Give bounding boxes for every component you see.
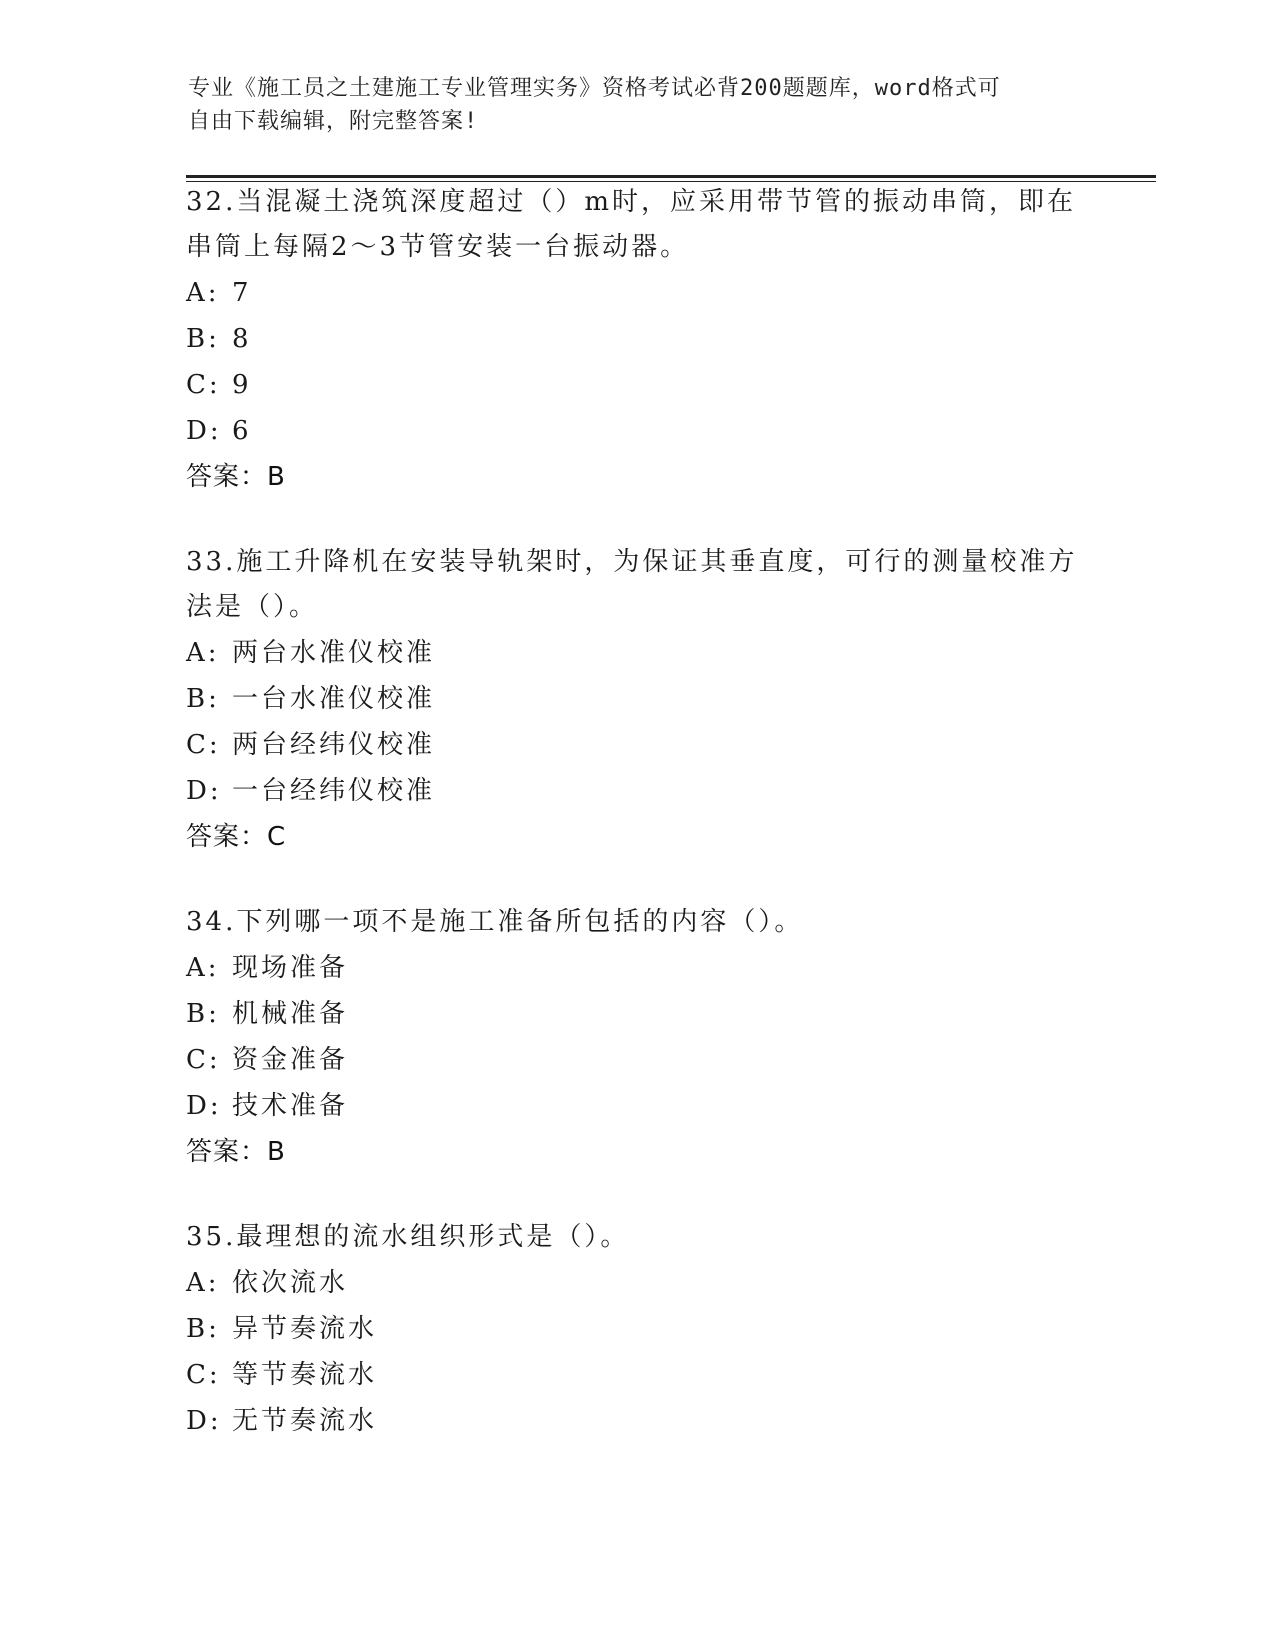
- option-b: [186, 316, 1086, 362]
- option-a: [186, 630, 1086, 676]
- answer-label: 答案：C: [186, 822, 287, 852]
- question-stem-line-1: 35.最理想的流水组织形式是（）。: [186, 1222, 630, 1252]
- option-text: 异节奏流水: [232, 1314, 378, 1344]
- question-33: [186, 540, 1086, 860]
- option-text: 技术准备: [232, 1091, 349, 1121]
- option-letter: D:: [186, 1091, 222, 1121]
- option-letter: A:: [186, 953, 220, 983]
- option-d: [186, 768, 1086, 814]
- option-letter: D:: [186, 776, 222, 806]
- option-letter: D:: [186, 416, 222, 446]
- document-header: [188, 72, 1068, 138]
- option-letter: A:: [186, 278, 220, 308]
- option-text: 机械准备: [232, 999, 349, 1029]
- option-b: [186, 1306, 1086, 1352]
- option-text: 9: [232, 370, 252, 400]
- option-d: [186, 1398, 1086, 1444]
- option-text: 无节奏流水: [232, 1406, 378, 1436]
- option-text: 一台经纬仪校准: [232, 776, 436, 806]
- option-c: [186, 362, 1086, 408]
- option-letter: C:: [186, 730, 221, 760]
- option-a: [186, 1260, 1086, 1306]
- option-c: [186, 722, 1086, 768]
- header-line-2: 自由下载编辑，附完整答案!: [188, 109, 479, 134]
- option-b: [186, 991, 1086, 1037]
- header-divider-thick: [186, 175, 1156, 178]
- option-letter: C:: [186, 1045, 221, 1075]
- option-text: 8: [232, 324, 252, 354]
- option-letter: A:: [186, 638, 220, 668]
- option-text: 等节奏流水: [232, 1360, 378, 1390]
- option-c: [186, 1037, 1086, 1083]
- question-stem-line-2: 法是（）。: [186, 592, 319, 622]
- option-text: 两台水准仪校准: [232, 638, 436, 668]
- answer-label: 答案：B: [186, 1137, 286, 1167]
- question-stem-line-2: 串筒上每隔2～3节管安装一台振动器。: [186, 232, 690, 262]
- option-letter: C:: [186, 370, 221, 400]
- option-text: 两台经纬仪校准: [232, 730, 436, 760]
- question-35: [186, 1215, 1086, 1444]
- option-a: [186, 270, 1086, 316]
- option-text: 依次流水: [232, 1268, 349, 1298]
- question-32: [186, 180, 1086, 500]
- option-a: [186, 945, 1086, 991]
- option-d: [186, 1083, 1086, 1129]
- option-letter: B:: [186, 999, 220, 1029]
- option-letter: C:: [186, 1360, 221, 1390]
- option-text: 7: [232, 278, 252, 308]
- option-text: 一台水准仪校准: [232, 684, 436, 714]
- question-stem-line-1: 34.下列哪一项不是施工准备所包括的内容（）。: [186, 907, 804, 937]
- option-letter: B:: [186, 324, 220, 354]
- header-line-1: 专业《施工员之土建施工专业管理实务》资格考试必背200题题库，word格式可: [188, 76, 1001, 101]
- option-c: [186, 1352, 1086, 1398]
- question-stem-line-1: 32.当混凝土浇筑深度超过（）m时，应采用带节管的振动串筒，即在: [186, 187, 1077, 217]
- option-letter: D:: [186, 1406, 222, 1436]
- option-letter: B:: [186, 1314, 220, 1344]
- option-text: 现场准备: [232, 953, 349, 983]
- answer-label: 答案：B: [186, 462, 286, 492]
- option-letter: A:: [186, 1268, 220, 1298]
- option-b: [186, 676, 1086, 722]
- option-text: 6: [232, 416, 252, 446]
- question-34: [186, 900, 1086, 1175]
- option-d: [186, 408, 1086, 454]
- option-letter: B:: [186, 684, 220, 714]
- question-stem-line-1: 33.施工升降机在安装导轨架时，为保证其垂直度，可行的测量校准方: [186, 547, 1078, 577]
- option-text: 资金准备: [232, 1045, 349, 1075]
